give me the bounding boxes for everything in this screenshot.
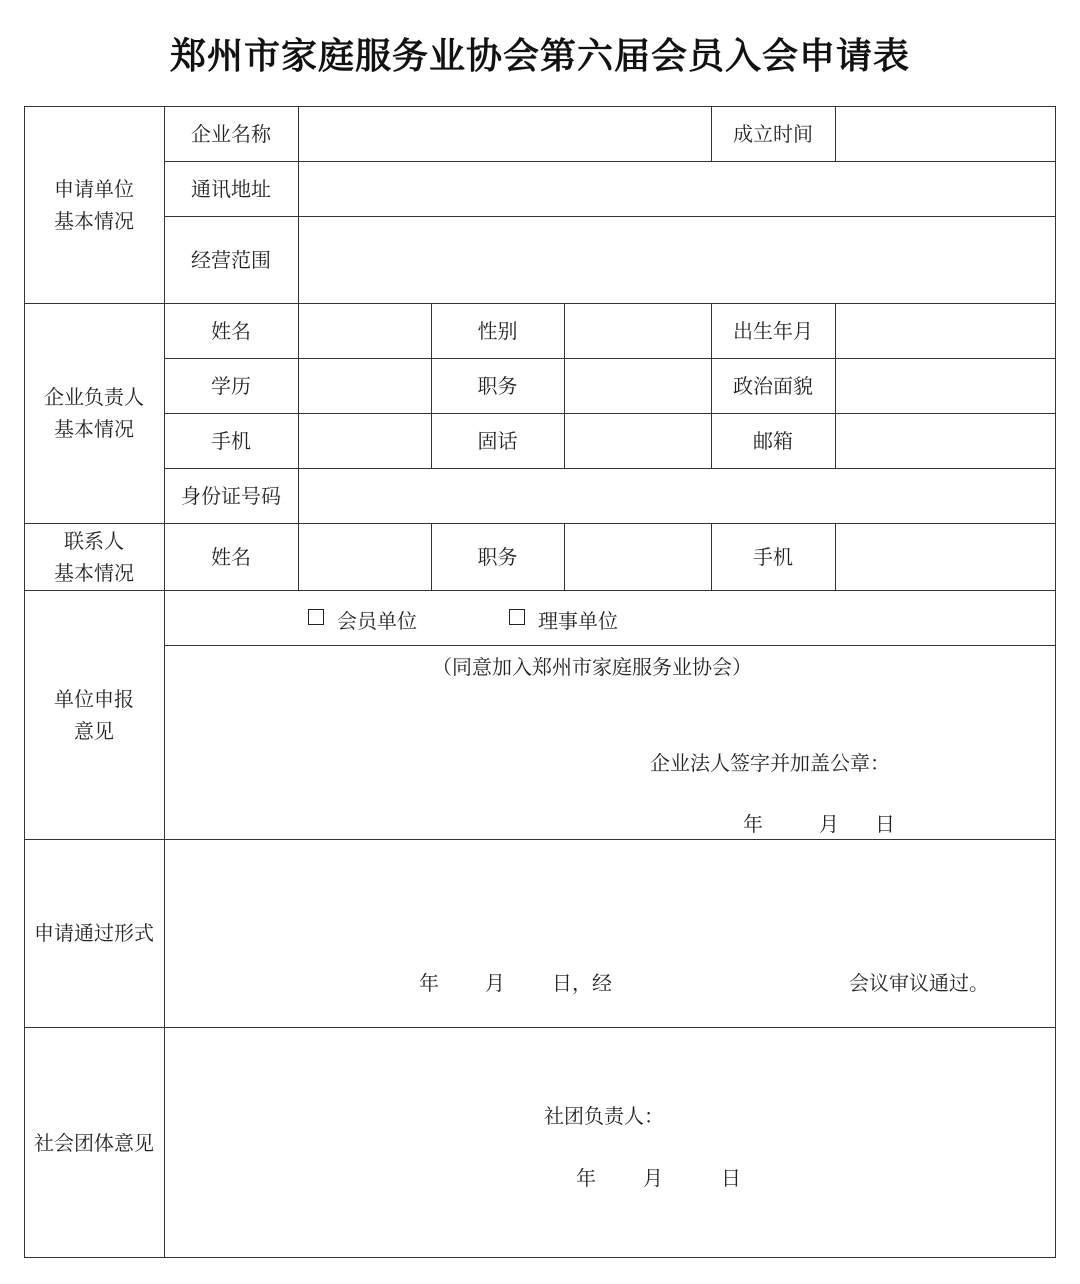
section-contact: 联系人 基本情况 xyxy=(54,528,134,585)
established-field[interactable] xyxy=(836,107,1055,161)
label-leader-political: 政治面貌 xyxy=(733,373,813,398)
leader-birth-field[interactable] xyxy=(836,304,1055,358)
org-date-month: 月 xyxy=(643,1166,663,1190)
section-leader: 企业负责人 基本情况 xyxy=(44,385,144,441)
label-business-scope: 经营范围 xyxy=(191,247,271,272)
leader-email-field[interactable] xyxy=(836,414,1055,468)
label-leader-birth: 出生年月 xyxy=(733,318,813,343)
label-company-name: 企业名称 xyxy=(191,121,271,146)
unit-date-year: 年 xyxy=(743,812,763,836)
label-leader-position: 职务 xyxy=(477,373,518,398)
table-border-right xyxy=(1055,106,1056,1258)
unit-date-day: 日 xyxy=(875,812,895,836)
agree-statement: （同意加入郑州市家庭服务业协会） xyxy=(432,655,752,679)
leader-name-field[interactable] xyxy=(299,304,431,358)
approval-year: 年 xyxy=(419,971,439,995)
member-unit-checkbox[interactable] xyxy=(308,609,324,625)
label-leader-name: 姓名 xyxy=(211,318,251,343)
leader-political-field[interactable] xyxy=(836,359,1055,413)
section-applicant-unit: 申请单位 基本情况 xyxy=(54,176,134,233)
label-established: 成立时间 xyxy=(733,121,813,146)
section-org-opinion: 社会团体意见 xyxy=(34,1130,154,1155)
application-form xyxy=(24,106,1056,1258)
director-unit-checkbox[interactable] xyxy=(509,609,525,625)
table-border-bottom xyxy=(24,1257,1056,1258)
director-unit-label: 理事单位 xyxy=(538,609,618,633)
form-title: 郑州市家庭服务业协会第六届会员入会申请表 xyxy=(169,35,910,77)
row-line xyxy=(164,645,1056,646)
address-field[interactable] xyxy=(299,162,1055,216)
label-contact-mobile: 手机 xyxy=(753,544,793,569)
row-line xyxy=(24,1027,1056,1028)
row-line xyxy=(24,839,1056,840)
member-unit-label: 会员单位 xyxy=(337,609,417,633)
approval-day-via: 日，经 xyxy=(552,971,612,995)
label-address: 通讯地址 xyxy=(191,176,271,201)
row-line xyxy=(24,590,1056,591)
unit-date-month: 月 xyxy=(819,812,839,836)
section-unit-opinion: 单位申报 意见 xyxy=(54,686,134,743)
contact-mobile-field[interactable] xyxy=(836,524,1055,590)
label-leader-email: 邮箱 xyxy=(753,428,793,453)
label-leader-mobile: 手机 xyxy=(211,428,251,453)
label-leader-gender: 性别 xyxy=(477,318,518,343)
org-date-year: 年 xyxy=(576,1166,596,1190)
label-leader-id: 身份证号码 xyxy=(181,483,281,508)
org-leader-label: 社团负责人： xyxy=(544,1104,664,1128)
leader-position-field[interactable] xyxy=(565,359,711,413)
label-leader-education: 学历 xyxy=(211,373,251,398)
leader-gender-field[interactable] xyxy=(565,304,711,358)
contact-position-field[interactable] xyxy=(565,524,711,590)
leader-phone-field[interactable] xyxy=(565,414,711,468)
label-contact-name: 姓名 xyxy=(211,544,251,569)
section-approval-form: 申请通过形式 xyxy=(34,921,154,945)
org-date-day: 日 xyxy=(721,1166,741,1190)
leader-mobile-field[interactable] xyxy=(299,414,431,468)
company-name-field[interactable] xyxy=(299,107,711,161)
approval-month: 月 xyxy=(485,971,505,995)
approval-meeting: 会议审议通过。 xyxy=(849,971,989,995)
business-scope-field[interactable] xyxy=(299,217,1055,303)
contact-name-field[interactable] xyxy=(299,524,431,590)
leader-id-field[interactable] xyxy=(299,469,1055,523)
label-contact-position: 职务 xyxy=(477,544,518,569)
label-leader-phone: 固话 xyxy=(477,428,518,453)
leader-education-field[interactable] xyxy=(299,359,431,413)
signature-label: 企业法人签字并加盖公章： xyxy=(650,751,890,775)
